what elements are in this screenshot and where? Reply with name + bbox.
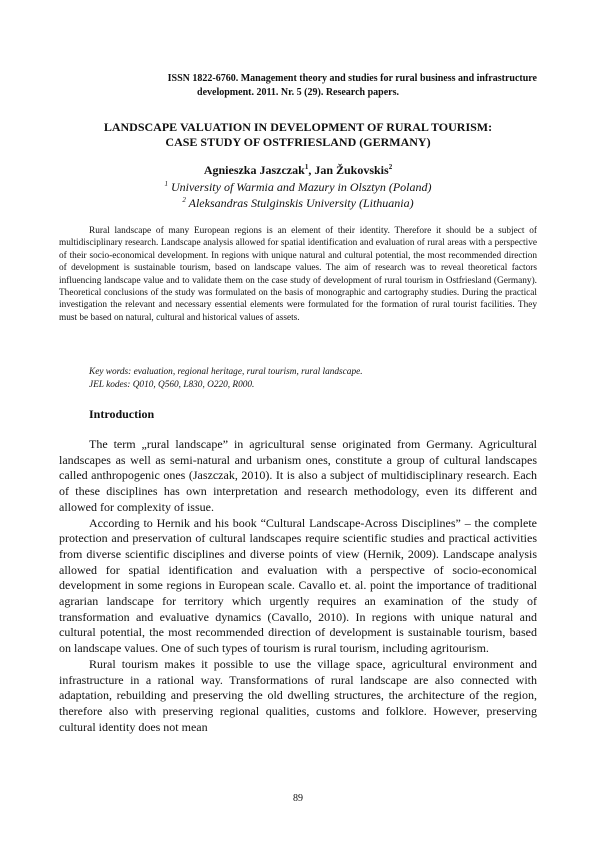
- affiliation-text: University of Warmia and Mazury in Olsztyn (Poland): [167, 180, 432, 194]
- journal-header: [59, 72, 537, 100]
- affiliation: [59, 196, 537, 211]
- affiliation-mark: 2: [388, 163, 393, 171]
- author-list: [59, 163, 537, 178]
- paragraph: Rural tourism makes it possible to use the village space, agricultural environment and infrastructure in a rational way. Transformations of rural landscape are also connected with adaptation, rebuilding and preserving the old dwelling structures, the architecture of the region, therefore also with preserving regional qualities, customs and folklore. However, preserving cultural identity does not mean: [59, 656, 537, 734]
- paragraph: According to Hernik and his book “Cultural Landscape-Across Disciplines” – the complete protection and preservation of cultural landscapes require scientific studies and practical activities from diverse scientific disciplines and diverse points of view (Hernik, 2009). Landscape analysis allowed for spatial identification and evaluation with a perspective of socio-economical development in some regions in European scale. Cavallo et. al. point the importance of traditional agrarian landscape for territory which urgently requires an examination of the study of transformation and evaluative dynamics (Cavallo, 2010). In regions with unique natural and cultural potential, the most recommended direction of development is sustainable tourism, based on landscape values. One of such types of tourism is rural tourism, including agritourism.: [59, 515, 537, 656]
- author-name: Jan Žukovskis: [314, 163, 389, 177]
- paper-title-line-1: LANDSCAPE VALUATION IN DEVELOPMENT OF RURAL TOURISM:: [103, 120, 493, 134]
- author-separator: ,: [308, 163, 315, 177]
- author-name: Agnieszka Jaszczak: [203, 163, 305, 177]
- paper-title: [59, 120, 537, 150]
- jel-codes: JEL kodes: Q010, Q560, L830, O220, R000.: [89, 380, 255, 390]
- affiliation-mark: 2: [182, 196, 186, 204]
- keywords: Key words: evaluation, regional heritage, rural tourism, rural landscape.: [89, 367, 363, 377]
- page-number: 89: [293, 793, 303, 804]
- affiliation-mark: 1: [304, 163, 309, 171]
- journal-header-line-1: ISSN 1822-6760. Management theory and studies for rural business and infrastructure: [167, 73, 537, 84]
- abstract: Rural landscape of many European regions is an element of their identity. Therefore it should be a subject of multidisciplinary research. Landscape analysis allowed for spatial identification and evaluation of rural areas with a perspective of their socio-economical development. In regions with unique natural and cultural potential, the most recommended direction of development is sustainable tourism, based on landscape values. The aim of research was to reveal theoretical factors influencing landscape value and to validate them on the case study of development of rural tourism in Ostfriesland (Germany). Theoretical conclusions of the study was formulated on the basis of monographic and cartography studies. During the practical investigation the relevant and necessary essential elements were formulated for the formation of rural tourist facilities. They must be based on natural, cultural and historical values of assets.: [59, 226, 537, 323]
- affiliation: [59, 180, 537, 195]
- paragraph: The term „rural landscape” in agricultural sense originated from Germany. Agricultural landscapes as well as semi-natural and urbanism ones, constitute a group of cultural landscapes called anthropogenic ones (Jaszczak, 2010). It is also a subject of multidisciplinary research. Each of these disciplines has own interpretation and research methodology, even its different and allowed for complexity of issue.: [59, 437, 537, 514]
- affiliation-text: Aleksandras Stulginskis University (Lithuania): [185, 196, 414, 210]
- journal-header-line-2: development. 2011. Nr. 5 (29). Research papers.: [197, 87, 399, 98]
- affiliation-mark: 1: [164, 180, 168, 188]
- section-heading: Introduction: [89, 407, 155, 421]
- paper-title-line-2: CASE STUDY OF OSTFRIESLAND (GERMANY): [165, 135, 431, 149]
- body-text: [59, 437, 537, 735]
